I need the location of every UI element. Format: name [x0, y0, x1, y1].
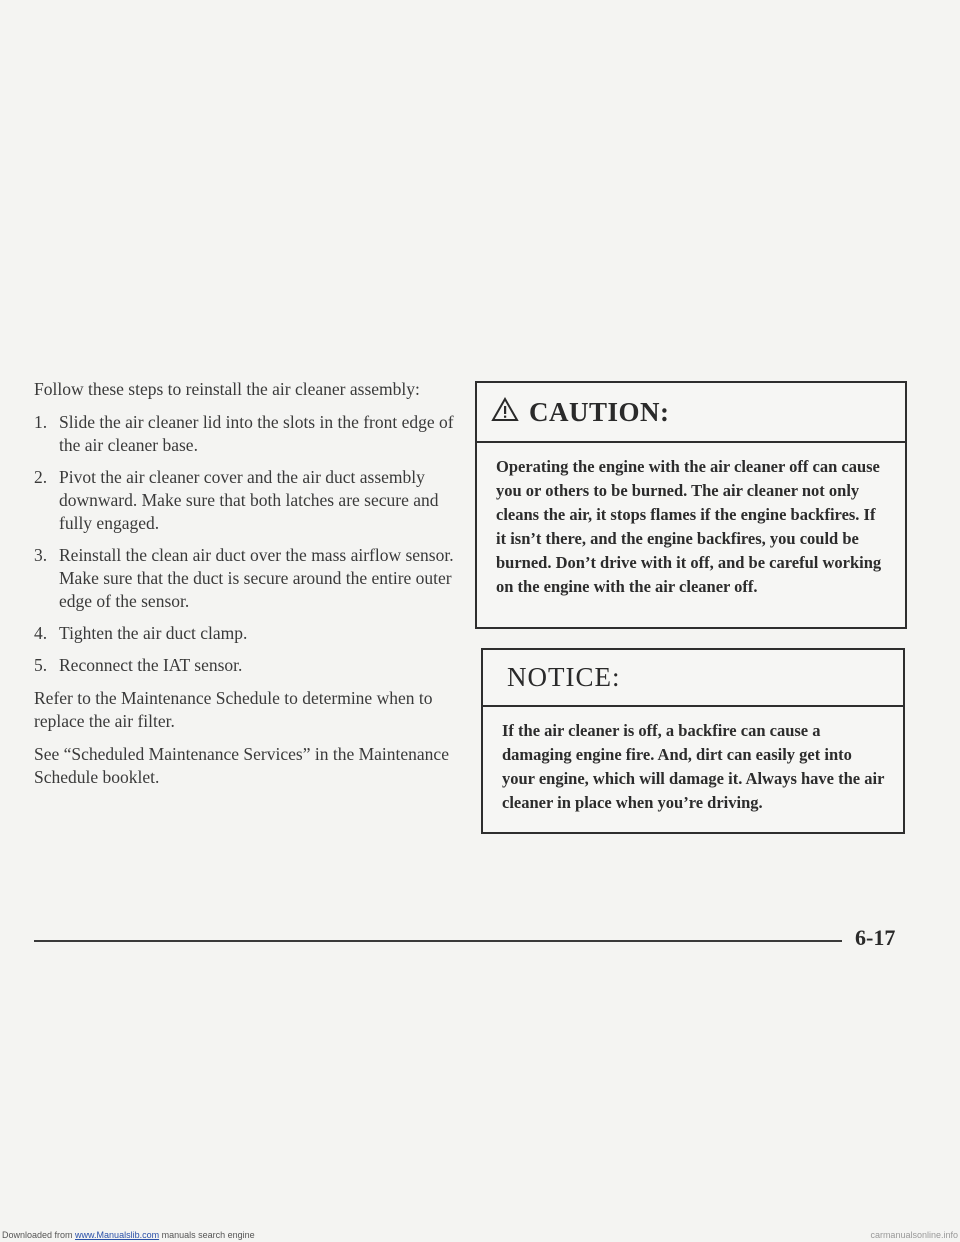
step-number: 4.	[34, 623, 48, 643]
step-item	[34, 544, 454, 613]
step-text: Slide the air cleaner lid into the slots in the front edge of the air cleaner base.	[59, 412, 454, 455]
step-item	[34, 466, 454, 535]
notice-box	[481, 648, 905, 834]
step-number: 1.	[34, 412, 48, 432]
step-item	[34, 411, 454, 457]
step-item	[34, 654, 454, 677]
notice-title: NOTICE:	[507, 662, 621, 692]
notice-text: If the air cleaner is off, a backfire can cause a damaging engine fire. And, dirt can easily get into your engine, which will damage it. Always have the air cleaner in place when you’re driving.	[502, 721, 885, 812]
see-paragraph: See “Scheduled Maintenance Services” in the Maintenance Schedule booklet.	[34, 744, 449, 787]
footer-divider	[34, 940, 842, 942]
watermark-text: carmanualsonline.info	[870, 1230, 958, 1240]
step-text: Reconnect the IAT sensor.	[59, 655, 243, 675]
notice-header	[483, 650, 903, 707]
refer-paragraph: Refer to the Maintenance Schedule to determine when to replace the air filter.	[34, 688, 433, 731]
step-item	[34, 622, 454, 645]
manualslib-link[interactable]: www.Manualslib.com	[75, 1230, 160, 1240]
warning-triangle-icon	[491, 397, 519, 427]
step-text: Reinstall the clean air duct over the mass airflow sensor. Make sure that the duct is secure around the entire outer edge of the sensor.	[59, 545, 454, 611]
caution-text: Operating the engine with the air cleaner off can cause you or others to be burned. The air cleaner not only cleans the air, it stops flames if the engine backfires. If it isn’t there, and the engine backfires, you could be burned. Don’t drive with it off, and be careful working on the engine with the air cleaner off.	[496, 457, 882, 596]
footer-source	[2, 1230, 255, 1240]
intro-text: Follow these steps to reinstall the air cleaner assembly:	[34, 379, 420, 399]
step-number: 5.	[34, 655, 48, 675]
footer-suffix: manuals search engine	[159, 1230, 255, 1240]
steps-list	[34, 411, 454, 677]
step-number: 2.	[34, 467, 48, 487]
caution-header	[477, 383, 905, 443]
caution-title: CAUTION:	[529, 396, 670, 427]
page-number: 6-17	[855, 925, 896, 950]
instructions-column	[34, 378, 454, 799]
download-footer	[0, 1232, 960, 1242]
step-text: Tighten the air duct clamp.	[59, 623, 248, 643]
step-number: 3.	[34, 545, 48, 565]
caution-box	[475, 381, 907, 629]
step-text: Pivot the air cleaner cover and the air duct assembly downward. Make sure that both latches are secure and fully engaged.	[59, 467, 439, 533]
footer-prefix: Downloaded from	[2, 1230, 76, 1240]
